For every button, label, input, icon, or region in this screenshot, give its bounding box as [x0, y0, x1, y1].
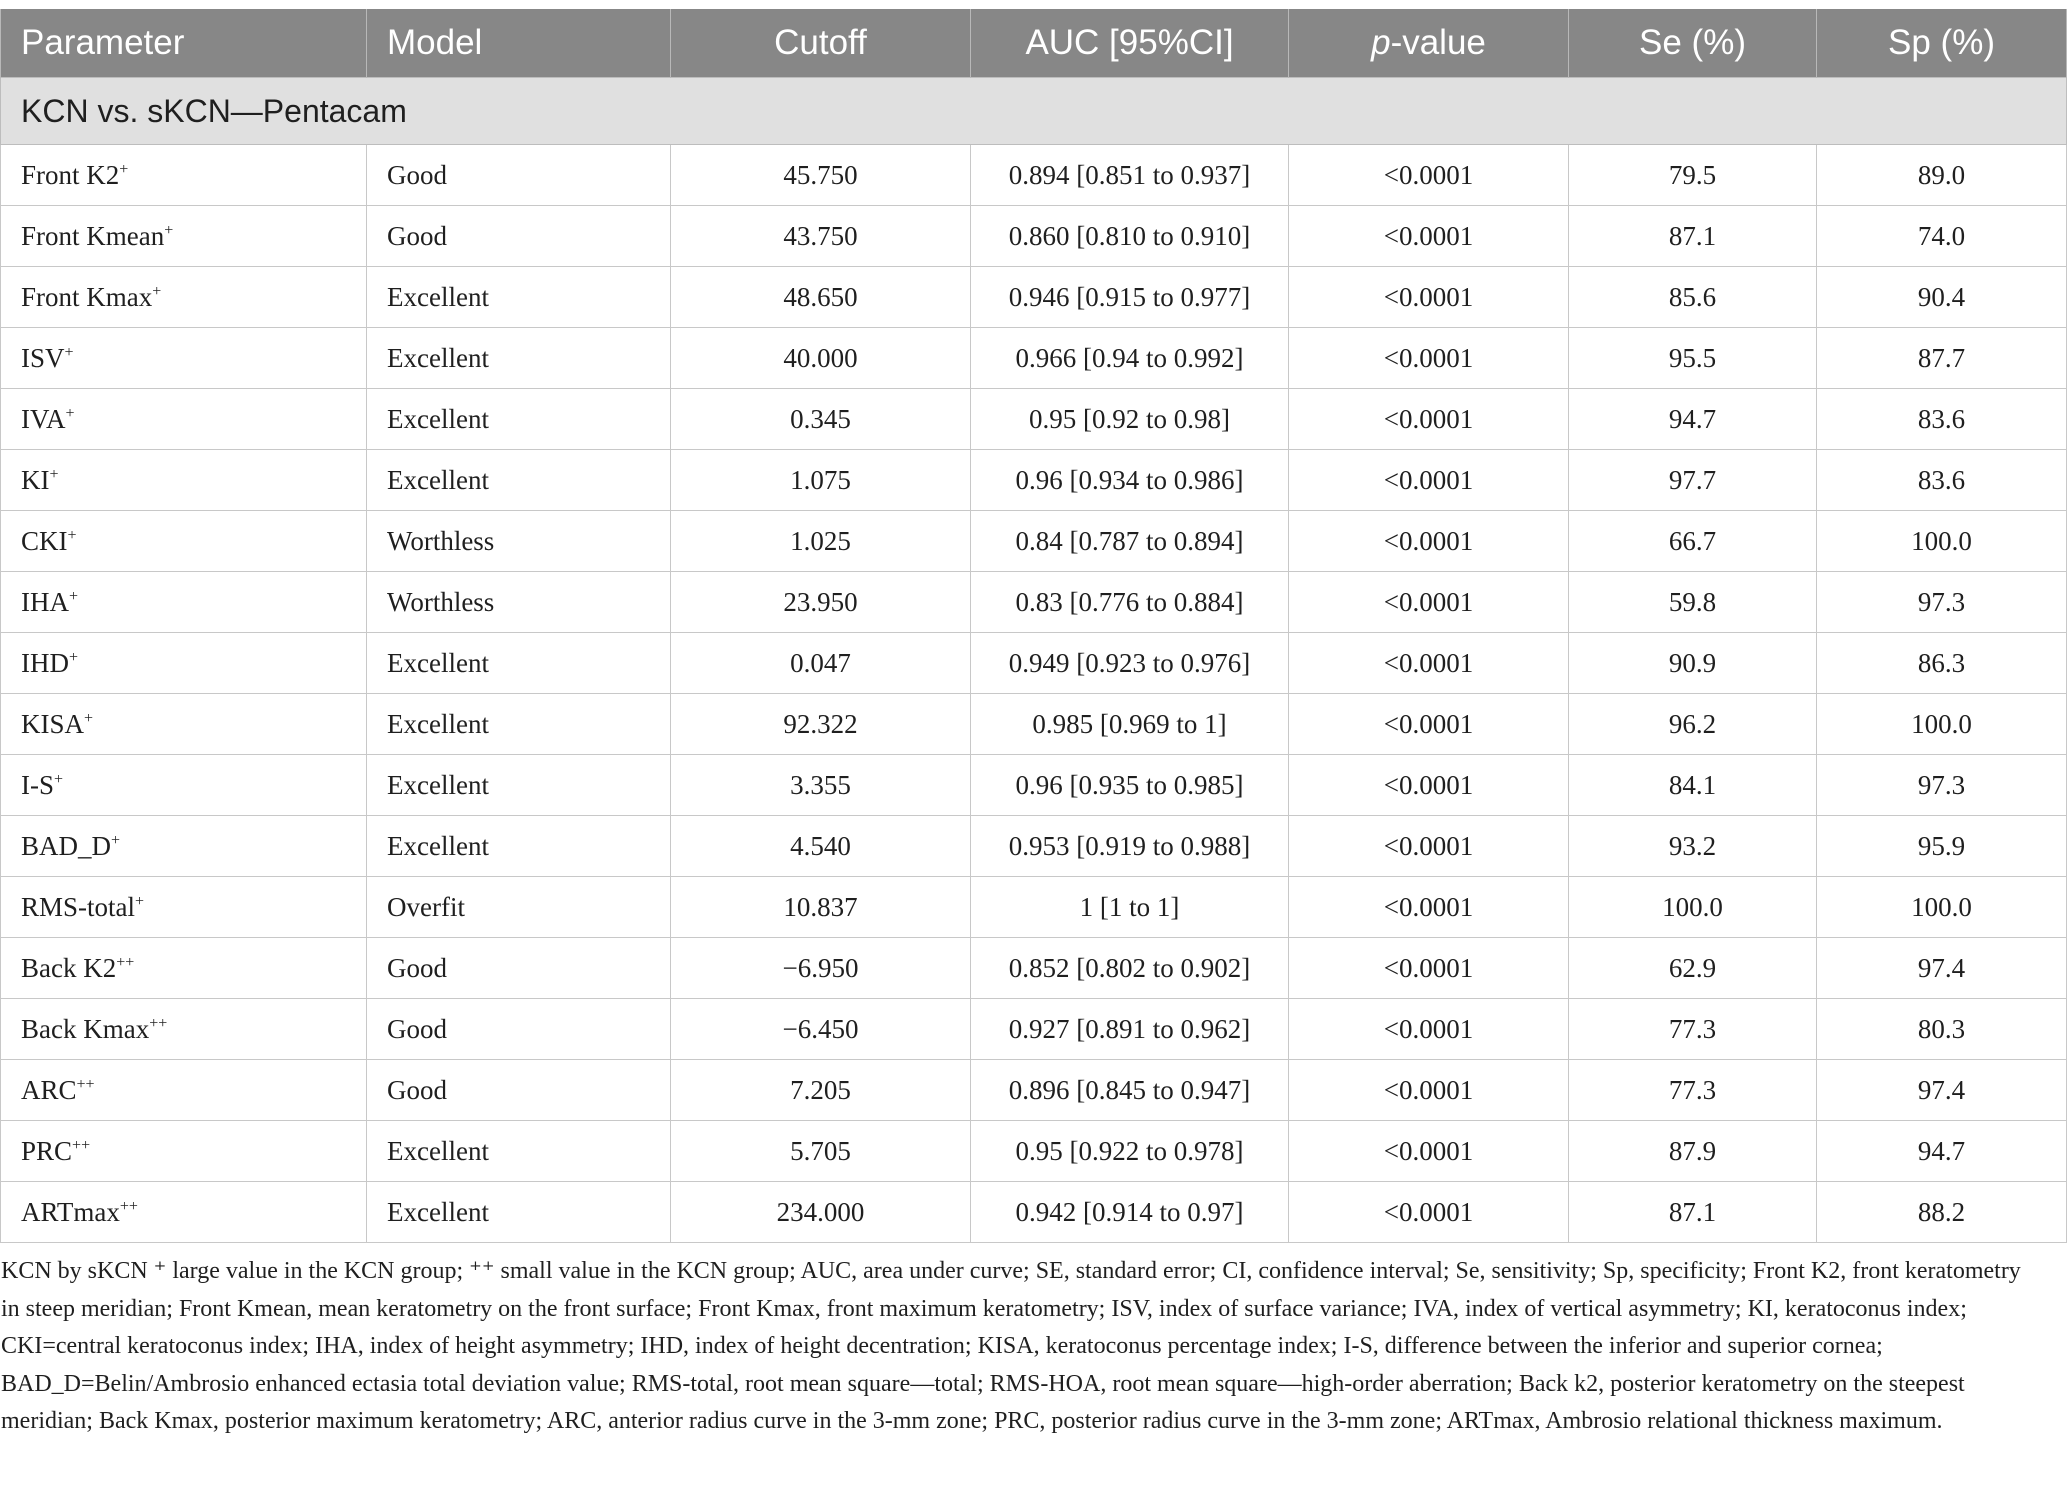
parameter-superscript: + — [119, 160, 129, 178]
parameter-superscript: ++ — [119, 1197, 138, 1215]
cell-parameter — [1, 450, 367, 511]
table-row — [1, 145, 2067, 206]
parameter-superscript: ++ — [76, 1075, 95, 1093]
cell-se: 87.1 — [1569, 1182, 1817, 1243]
cell-cutoff: 1.025 — [671, 511, 971, 572]
cell-sp: 100.0 — [1817, 511, 2067, 572]
parameter-superscript: + — [64, 343, 74, 361]
cell-pvalue: <0.0001 — [1289, 633, 1569, 694]
cell-se: 96.2 — [1569, 694, 1817, 755]
parameter-name: KISA — [21, 708, 85, 739]
cell-se: 62.9 — [1569, 938, 1817, 999]
results-table — [0, 9, 2067, 1243]
cell-se: 94.7 — [1569, 389, 1817, 450]
header-pvalue-italic: p — [1371, 23, 1391, 62]
cell-auc: 1 [1 to 1] — [971, 877, 1289, 938]
cell-parameter — [1, 694, 367, 755]
cell-auc: 0.852 [0.802 to 0.902] — [971, 938, 1289, 999]
cell-se: 97.7 — [1569, 450, 1817, 511]
table-row — [1, 877, 2067, 938]
parameter-name: Front Kmax — [21, 281, 153, 312]
cell-auc: 0.896 [0.845 to 0.947] — [971, 1060, 1289, 1121]
cell-auc: 0.860 [0.810 to 0.910] — [971, 206, 1289, 267]
cell-model: Worthless — [367, 511, 671, 572]
table-footnote: KCN by sKCN ⁺ large value in the KCN group; ⁺⁺ small value in the KCN group; AUC, area under curve; SE, standard error; CI, confidence interval; Se, sensitivity; Sp, specificity; Front K2, front keratometry in steep meridian; Front Kmean, mean keratometry on the front surface; Front Kmax, front maximum keratometry; ISV, index of surface variance; IVA, index of vertical asymmetry; KI, keratoconus index; CKI=central keratoconus index; IHA, index of height asymmetry; IHD, index of height decentration; KISA, keratoconus percentage index; I-S, difference between the inferior and superior cornea; BAD_D=Belin/Ambrosio enhanced ectasia total deviation value; RMS-total, root mean square—total; RMS-HOA, root mean square—high-order aberration; Back k2, posterior keratometry on the steepest meridian; Back Kmax, posterior maximum keratometry; ARC, anterior radius curve in the 3-mm zone; PRC, posterior radius curve in the 3-mm zone; ARTmax, Ambrosio relational thickness maximum. — [1, 1258, 2021, 1435]
cell-sp: 90.4 — [1817, 267, 2067, 328]
cell-auc: 0.95 [0.922 to 0.978] — [971, 1121, 1289, 1182]
cell-se: 77.3 — [1569, 1060, 1817, 1121]
cell-cutoff: 1.075 — [671, 450, 971, 511]
cell-model: Excellent — [367, 267, 671, 328]
parameter-name: ISV — [21, 342, 65, 373]
parameter-superscript: + — [69, 587, 79, 605]
parameter-superscript: + — [69, 648, 79, 666]
cell-se: 85.6 — [1569, 267, 1817, 328]
header-cutoff: Cutoff — [671, 9, 971, 78]
cell-model: Good — [367, 1060, 671, 1121]
cell-cutoff: 4.540 — [671, 816, 971, 877]
parameter-superscript: ++ — [72, 1136, 91, 1154]
parameter-superscript: ++ — [116, 953, 135, 971]
cell-cutoff: −6.450 — [671, 999, 971, 1060]
parameter-superscript: + — [111, 831, 121, 849]
cell-cutoff: 40.000 — [671, 328, 971, 389]
parameter-name: IVA — [21, 403, 66, 434]
cell-parameter — [1, 1060, 367, 1121]
cell-parameter — [1, 755, 367, 816]
cell-pvalue: <0.0001 — [1289, 938, 1569, 999]
cell-sp: 74.0 — [1817, 206, 2067, 267]
cell-auc: 0.985 [0.969 to 1] — [971, 694, 1289, 755]
cell-pvalue: <0.0001 — [1289, 389, 1569, 450]
cell-auc: 0.83 [0.776 to 0.884] — [971, 572, 1289, 633]
cell-auc: 0.927 [0.891 to 0.962] — [971, 999, 1289, 1060]
cell-cutoff: 48.650 — [671, 267, 971, 328]
table-row — [1, 755, 2067, 816]
parameter-superscript: + — [164, 221, 174, 239]
table-row — [1, 1060, 2067, 1121]
cell-model: Excellent — [367, 389, 671, 450]
cell-parameter — [1, 1121, 367, 1182]
cell-cutoff: 10.837 — [671, 877, 971, 938]
cell-cutoff: 45.750 — [671, 145, 971, 206]
cell-sp: 87.7 — [1817, 328, 2067, 389]
table-row — [1, 999, 2067, 1060]
table-row — [1, 328, 2067, 389]
parameter-name: BAD_D — [21, 830, 112, 861]
cell-se: 87.9 — [1569, 1121, 1817, 1182]
cell-pvalue: <0.0001 — [1289, 328, 1569, 389]
cell-se: 87.1 — [1569, 206, 1817, 267]
cell-se: 100.0 — [1569, 877, 1817, 938]
cell-se: 95.5 — [1569, 328, 1817, 389]
parameter-name: RMS-total — [21, 891, 136, 922]
cell-pvalue: <0.0001 — [1289, 877, 1569, 938]
cell-pvalue: <0.0001 — [1289, 206, 1569, 267]
cell-se: 59.8 — [1569, 572, 1817, 633]
cell-auc: 0.942 [0.914 to 0.97] — [971, 1182, 1289, 1243]
table-row — [1, 389, 2067, 450]
cell-model: Excellent — [367, 633, 671, 694]
header-parameter: Parameter — [1, 9, 367, 78]
table-row — [1, 694, 2067, 755]
table-row — [1, 1121, 2067, 1182]
parameter-name: CKI — [21, 525, 68, 556]
header-sp: Sp (%) — [1817, 9, 2067, 78]
cell-model: Good — [367, 145, 671, 206]
table-row — [1, 938, 2067, 999]
header-model: Model — [367, 9, 671, 78]
cell-model: Excellent — [367, 1121, 671, 1182]
cell-model: Excellent — [367, 694, 671, 755]
cell-auc: 0.894 [0.851 to 0.937] — [971, 145, 1289, 206]
table-row — [1, 572, 2067, 633]
cell-auc: 0.84 [0.787 to 0.894] — [971, 511, 1289, 572]
parameter-superscript: + — [54, 770, 64, 788]
table-row — [1, 206, 2067, 267]
cell-sp: 97.4 — [1817, 1060, 2067, 1121]
parameter-superscript: ++ — [149, 1014, 168, 1032]
cell-pvalue: <0.0001 — [1289, 1182, 1569, 1243]
parameter-name: ARC — [21, 1074, 77, 1105]
cell-se: 90.9 — [1569, 633, 1817, 694]
table-body — [1, 78, 2067, 1243]
parameter-superscript: + — [65, 404, 75, 422]
cell-parameter — [1, 999, 367, 1060]
cell-auc: 0.96 [0.935 to 0.985] — [971, 755, 1289, 816]
cell-parameter — [1, 633, 367, 694]
cell-model: Excellent — [367, 1182, 671, 1243]
cell-model: Excellent — [367, 755, 671, 816]
cell-pvalue: <0.0001 — [1289, 999, 1569, 1060]
cell-parameter — [1, 328, 367, 389]
cell-sp: 100.0 — [1817, 877, 2067, 938]
cell-parameter — [1, 145, 367, 206]
parameter-name: IHD — [21, 647, 69, 678]
parameter-superscript: + — [49, 465, 59, 483]
cell-parameter — [1, 1182, 367, 1243]
cell-auc: 0.966 [0.94 to 0.992] — [971, 328, 1289, 389]
table-row — [1, 267, 2067, 328]
cell-model: Good — [367, 938, 671, 999]
parameter-superscript: + — [135, 892, 145, 910]
cell-cutoff: 23.950 — [671, 572, 971, 633]
cell-sp: 83.6 — [1817, 389, 2067, 450]
cell-cutoff: 0.345 — [671, 389, 971, 450]
parameter-name: Back K2 — [21, 952, 117, 983]
header-pvalue — [1289, 9, 1569, 78]
cell-auc: 0.949 [0.923 to 0.976] — [971, 633, 1289, 694]
cell-cutoff: 0.047 — [671, 633, 971, 694]
cell-parameter — [1, 267, 367, 328]
parameter-name: IHA — [21, 586, 69, 617]
table-row — [1, 816, 2067, 877]
cell-cutoff: 43.750 — [671, 206, 971, 267]
cell-cutoff: 7.205 — [671, 1060, 971, 1121]
parameter-name: PRC — [21, 1135, 73, 1166]
cell-parameter — [1, 877, 367, 938]
cell-pvalue: <0.0001 — [1289, 145, 1569, 206]
cell-model: Good — [367, 999, 671, 1060]
cell-se: 84.1 — [1569, 755, 1817, 816]
cell-sp: 100.0 — [1817, 694, 2067, 755]
parameter-name: Back Kmax — [21, 1013, 150, 1044]
parameter-name: I-S — [21, 769, 54, 800]
cell-cutoff: 3.355 — [671, 755, 971, 816]
cell-auc: 0.946 [0.915 to 0.977] — [971, 267, 1289, 328]
cell-sp: 88.2 — [1817, 1182, 2067, 1243]
cell-auc: 0.953 [0.919 to 0.988] — [971, 816, 1289, 877]
cell-se: 79.5 — [1569, 145, 1817, 206]
parameter-superscript: + — [67, 526, 77, 544]
cell-sp: 80.3 — [1817, 999, 2067, 1060]
cell-auc: 0.96 [0.934 to 0.986] — [971, 450, 1289, 511]
cell-sp: 94.7 — [1817, 1121, 2067, 1182]
header-auc: AUC [95%CI] — [971, 9, 1289, 78]
cell-model: Excellent — [367, 816, 671, 877]
cell-parameter — [1, 816, 367, 877]
cell-parameter — [1, 938, 367, 999]
cell-sp: 83.6 — [1817, 450, 2067, 511]
cell-cutoff: 5.705 — [671, 1121, 971, 1182]
cell-parameter — [1, 206, 367, 267]
cell-sp: 95.9 — [1817, 816, 2067, 877]
cell-pvalue: <0.0001 — [1289, 816, 1569, 877]
table-row — [1, 511, 2067, 572]
cell-pvalue: <0.0001 — [1289, 572, 1569, 633]
cell-sp: 86.3 — [1817, 633, 2067, 694]
table-row — [1, 633, 2067, 694]
cell-pvalue: <0.0001 — [1289, 1121, 1569, 1182]
results-table-container — [0, 9, 2066, 1243]
cell-cutoff: 92.322 — [671, 694, 971, 755]
cell-model: Overfit — [367, 877, 671, 938]
cell-pvalue: <0.0001 — [1289, 511, 1569, 572]
cell-sp: 97.3 — [1817, 572, 2067, 633]
parameter-name: KI — [21, 464, 50, 495]
parameter-superscript: + — [84, 709, 94, 727]
table-row — [1, 1182, 2067, 1243]
header-pvalue-suffix: -value — [1390, 23, 1486, 62]
cell-model: Good — [367, 206, 671, 267]
parameter-superscript: + — [152, 282, 162, 300]
cell-sp: 97.3 — [1817, 755, 2067, 816]
cell-model: Excellent — [367, 450, 671, 511]
cell-parameter — [1, 572, 367, 633]
parameter-name: Front K2 — [21, 159, 120, 190]
cell-se: 77.3 — [1569, 999, 1817, 1060]
cell-pvalue: <0.0001 — [1289, 755, 1569, 816]
cell-se: 66.7 — [1569, 511, 1817, 572]
header-se: Se (%) — [1569, 9, 1817, 78]
cell-parameter — [1, 389, 367, 450]
cell-pvalue: <0.0001 — [1289, 1060, 1569, 1121]
parameter-name: Front Kmean — [21, 220, 165, 251]
cell-pvalue: <0.0001 — [1289, 267, 1569, 328]
cell-sp: 89.0 — [1817, 145, 2067, 206]
cell-pvalue: <0.0001 — [1289, 694, 1569, 755]
cell-auc: 0.95 [0.92 to 0.98] — [971, 389, 1289, 450]
parameter-name: ARTmax — [21, 1196, 120, 1227]
table-row — [1, 450, 2067, 511]
cell-se: 93.2 — [1569, 816, 1817, 877]
header-row — [1, 9, 2067, 78]
cell-cutoff: 234.000 — [671, 1182, 971, 1243]
section-title: KCN vs. sKCN—Pentacam — [1, 78, 2067, 145]
cell-model: Excellent — [367, 328, 671, 389]
cell-sp: 97.4 — [1817, 938, 2067, 999]
table-header — [1, 9, 2067, 78]
cell-cutoff: −6.950 — [671, 938, 971, 999]
section-row — [1, 78, 2067, 145]
cell-pvalue: <0.0001 — [1289, 450, 1569, 511]
cell-model: Worthless — [367, 572, 671, 633]
cell-parameter — [1, 511, 367, 572]
